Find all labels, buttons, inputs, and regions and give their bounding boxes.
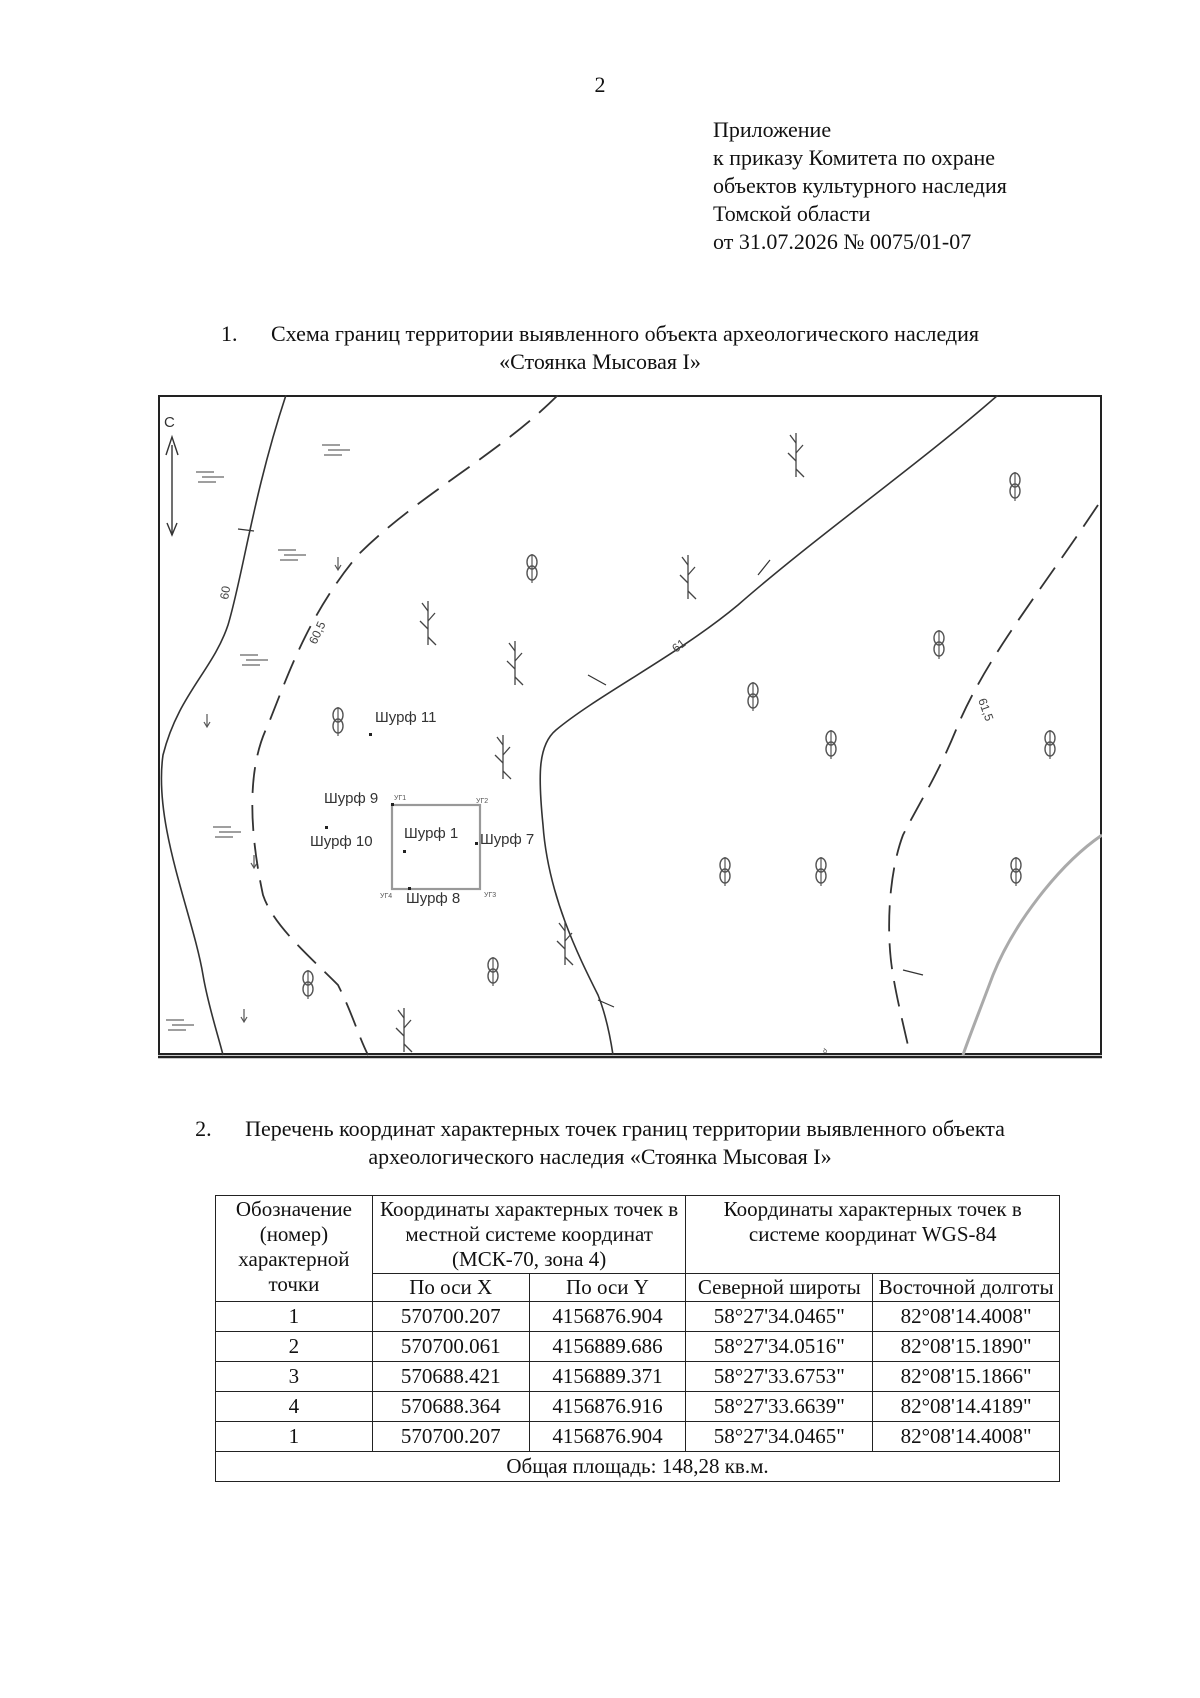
page-number: 2: [594, 72, 606, 97]
subheader-x: По оси X: [372, 1274, 529, 1302]
cell-lat: 58°27'34.0465": [686, 1302, 873, 1332]
cell-x: 570700.061: [372, 1332, 529, 1362]
header-wgs-coords: Координаты характерных точек в системе координат WGS-84: [686, 1196, 1060, 1274]
contour-61-line: [540, 395, 998, 1055]
conifer-tree-icon: [396, 433, 804, 1052]
north-arrow-icon: [166, 437, 178, 535]
cell-lon: 82°08'14.4189": [873, 1392, 1060, 1422]
cell-lon: 82°08'15.1890": [873, 1332, 1060, 1362]
coordinates-table: [215, 1195, 1060, 1482]
section-2-heading: [0, 1115, 1200, 1171]
cell-lon: 82°08'14.4008": [873, 1302, 1060, 1332]
map-frame: [159, 396, 1101, 1054]
map-misc-symbol: ꝺ: [823, 1048, 828, 1055]
cell-y: 4156889.371: [529, 1362, 686, 1392]
contour-60-line: [161, 395, 286, 1055]
cell-y: 4156876.904: [529, 1302, 686, 1332]
cell-x: 570700.207: [372, 1422, 529, 1452]
cell-lat: 58°27'34.0465": [686, 1422, 873, 1452]
cell-x: 570688.364: [372, 1392, 529, 1422]
subheader-y: По оси Y: [529, 1274, 686, 1302]
table-total-row: [216, 1452, 1060, 1482]
marsh-symbol-icon: [166, 445, 350, 1030]
contour-60-5-label: 60,5: [306, 619, 329, 647]
north-label: С: [164, 414, 175, 431]
section-number: 2.: [195, 1116, 212, 1141]
section-number: 1.: [220, 321, 238, 346]
pit-label-1: Шурф 1: [404, 825, 459, 842]
deciduous-tree-icon: [303, 472, 1055, 999]
table-row: [216, 1362, 1060, 1392]
cell-lat: 58°27'33.6639": [686, 1392, 873, 1422]
subheader-lat: Северной широты: [686, 1274, 873, 1302]
section-title-line2: «Стоянка Мысовая I»: [499, 349, 701, 374]
cell-lat: 58°27'34.0516": [686, 1332, 873, 1362]
appendix-line: Томской области: [713, 201, 871, 226]
cell-x: 570700.207: [372, 1302, 529, 1332]
section-title: Схема границ территории выявленного объекта археологического наследия: [270, 321, 980, 346]
pit-label-10: Шурф 10: [310, 833, 373, 850]
contour-61-label: 61: [669, 636, 689, 656]
pit-label-7: Шурф 7: [480, 831, 535, 848]
cell-point: 1: [216, 1422, 373, 1452]
cell-point: 3: [216, 1362, 373, 1392]
cell-x: 570688.421: [372, 1362, 529, 1392]
cell-y: 4156876.904: [529, 1422, 686, 1452]
table-row: [216, 1302, 1060, 1332]
appendix-line: объектов культурного наследия: [713, 173, 1007, 198]
header-point: Обозначение (номер) характерной точки: [216, 1196, 373, 1302]
cell-lat: 58°27'33.6753": [686, 1362, 873, 1392]
road-line: [963, 835, 1102, 1055]
corner-label-ug2: УГ2: [476, 798, 489, 805]
section-title: Перечень координат характерных точек границ территории выявленного объекта: [245, 1116, 1005, 1141]
cell-point: 4: [216, 1392, 373, 1422]
section-title-line2: археологического наследия «Стоянка Мысовая I»: [368, 1144, 832, 1169]
pit-label-11: Шурф 11: [375, 709, 437, 726]
appendix-line: к приказу Комитета по охране: [713, 145, 995, 170]
corner-label-ug1: УГ1: [394, 795, 407, 802]
table-row: [216, 1422, 1060, 1452]
cell-lon: 82°08'15.1866": [873, 1362, 1060, 1392]
pit-label-8: Шурф 8: [406, 890, 461, 907]
cell-point: 1: [216, 1302, 373, 1332]
section-1-heading: [0, 320, 1200, 376]
subheader-lon: Восточной долготы: [873, 1274, 1060, 1302]
appendix-block: [713, 116, 1007, 256]
contour-60-label: 60: [217, 584, 234, 601]
corner-label-ug3: УГ3: [484, 892, 497, 899]
corner-label-ug4: УГ4: [380, 893, 393, 900]
appendix-line: Приложение: [713, 117, 832, 142]
cell-point: 2: [216, 1332, 373, 1362]
cell-y: 4156876.916: [529, 1392, 686, 1422]
pit-label-9: Шурф 9: [324, 790, 379, 807]
cell-y: 4156889.686: [529, 1332, 686, 1362]
cell-lon: 82°08'14.4008": [873, 1422, 1060, 1452]
total-area: Общая площадь: 148,28 кв.м.: [216, 1452, 1060, 1482]
header-local-coords: Координаты характерных точек в местной системе координат (МСК-70, зона 4): [372, 1196, 686, 1274]
site-boundary-map: [158, 395, 1102, 1059]
table-header-row: [216, 1196, 1060, 1274]
site-boundary-square: [392, 805, 480, 889]
pit-markers: [325, 733, 478, 890]
table-row: [216, 1332, 1060, 1362]
table-row: [216, 1392, 1060, 1422]
contour-61-5-label: 61,5: [975, 696, 997, 723]
appendix-date-line: от 31.07.2026 № 0075/01-07: [713, 229, 972, 254]
